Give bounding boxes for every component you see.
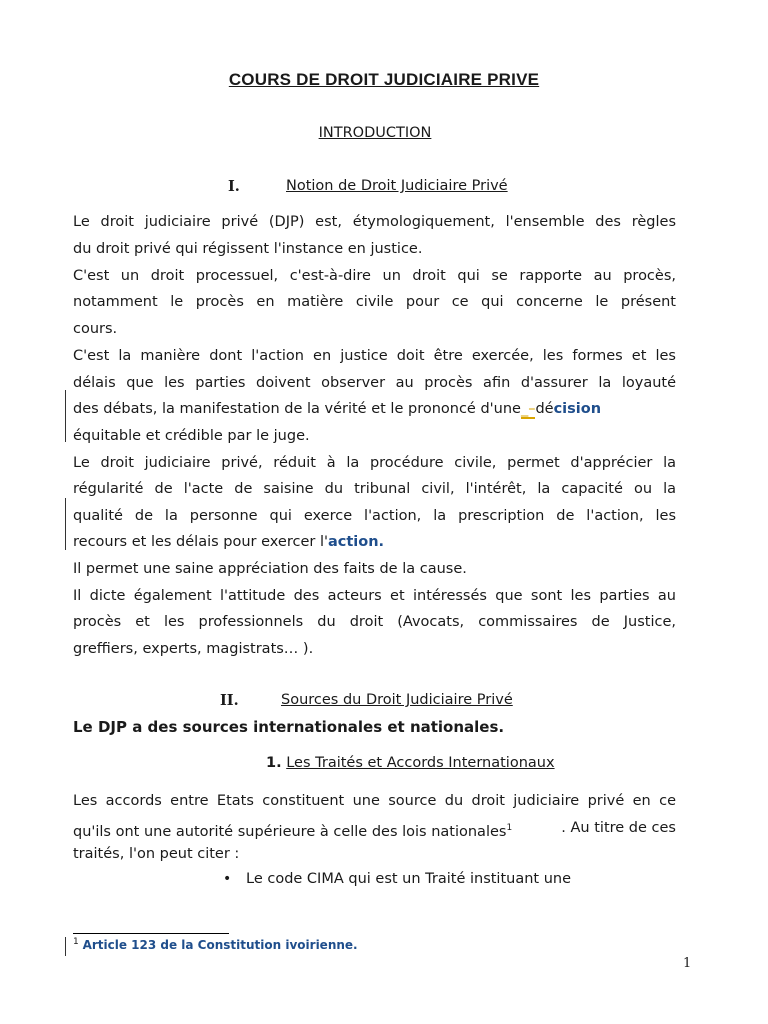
tracked-change-word: cision [553, 401, 602, 417]
paragraph-line: Les accords entre Etats constituent une source du droit judiciaire privé en ce [73, 793, 676, 809]
subsection-1-title: Les Traités et Accords Internationaux [286, 755, 555, 771]
paragraph-line-tracked [73, 531, 676, 553]
bullet-dot-icon: • [223, 871, 232, 887]
footnote [73, 937, 358, 952]
footnote-separator [73, 933, 229, 934]
text-segment: qu'ils ont une autorité supérieure à celle des lois nationales [73, 823, 507, 840]
section-2-number: II. [220, 692, 239, 709]
paragraph-line: qualité de la personne qui exerce l'action, la prescription de l'action, les [73, 508, 676, 524]
paragraph-line: C'est un droit processuel, c'est-à-dire un droit qui se rapporte au procès, [73, 268, 676, 284]
paragraph-line: régularité de l'acte de saisine du tribunal civil, l'intérêt, la capacité ou la [73, 481, 676, 497]
subsection-1-heading [266, 755, 555, 771]
tracked-change-word: action. [327, 534, 385, 550]
paragraph-line: cours. [73, 321, 118, 337]
page-number: 1 [683, 956, 692, 971]
change-bar [65, 498, 66, 550]
footnote-text: Article 123 de la Constitution ivoirienne. [82, 938, 358, 952]
paragraph-line-footnote [73, 817, 676, 839]
paragraph-line-tracked [73, 398, 676, 420]
document-title: COURS DE DROIT JUDICIAIRE PRIVE [228, 70, 540, 89]
footnote-number: 1 [73, 937, 79, 947]
text-with-footnote [73, 817, 512, 839]
subsection-1-number: 1. [266, 755, 282, 771]
sources-line: Le DJP a des sources internationales et nationales. [73, 718, 505, 736]
tracked-text: des débats, la manifestation de la vérité et le prononcé d'une [73, 401, 521, 417]
footnote-ref[interactable]: 1 [506, 823, 513, 833]
tracked-text: recours et les délais pour exercer l' [73, 534, 328, 550]
tracked-text-prefix: dé [535, 401, 554, 417]
paragraph-line: Il dicte également l'attitude des acteurs et intéressés que sont les parties au [73, 588, 676, 604]
paragraph-line: délais que les parties doivent observer au procès afin d'assurer la loyauté [73, 375, 676, 391]
paragraph-line: Le droit judiciaire privé (DJP) est, étymologiquement, l'ensemble des règles [73, 214, 676, 230]
introduction-heading: INTRODUCTION [318, 125, 432, 141]
tracked-insertion: _– [520, 401, 536, 417]
bullet-item: Le code CIMA qui est un Traité instituant une [246, 871, 572, 887]
section-1-number: I. [228, 178, 240, 195]
paragraph-line: procès et les professionnels du droit (Avocats, commissaires de Justice, [73, 614, 676, 630]
change-bar [65, 937, 66, 956]
section-2-title: Sources du Droit Judiciaire Privé [281, 692, 513, 708]
change-bar [65, 390, 66, 442]
paragraph-line: traités, l'on peut citer : [73, 846, 240, 862]
paragraph-line: du droit privé qui régissent l'instance en justice. [73, 241, 423, 257]
paragraph-line: C'est la manière dont l'action en justice doit être exercée, les formes et les [73, 348, 676, 364]
paragraph-line: Il permet une saine appréciation des faits de la cause. [73, 561, 467, 577]
text-segment: . Au titre de ces [561, 820, 676, 836]
section-1-title: Notion de Droit Judiciaire Privé [286, 178, 508, 194]
paragraph-line: greffiers, experts, magistrats… ). [73, 641, 314, 657]
paragraph-line: équitable et crédible par le juge. [73, 428, 310, 444]
paragraph-line: Le droit judiciaire privé, réduit à la procédure civile, permet d'apprécier la [73, 455, 676, 471]
paragraph-line: notamment le procès en matière civile pour ce qui concerne le présent [73, 294, 676, 310]
